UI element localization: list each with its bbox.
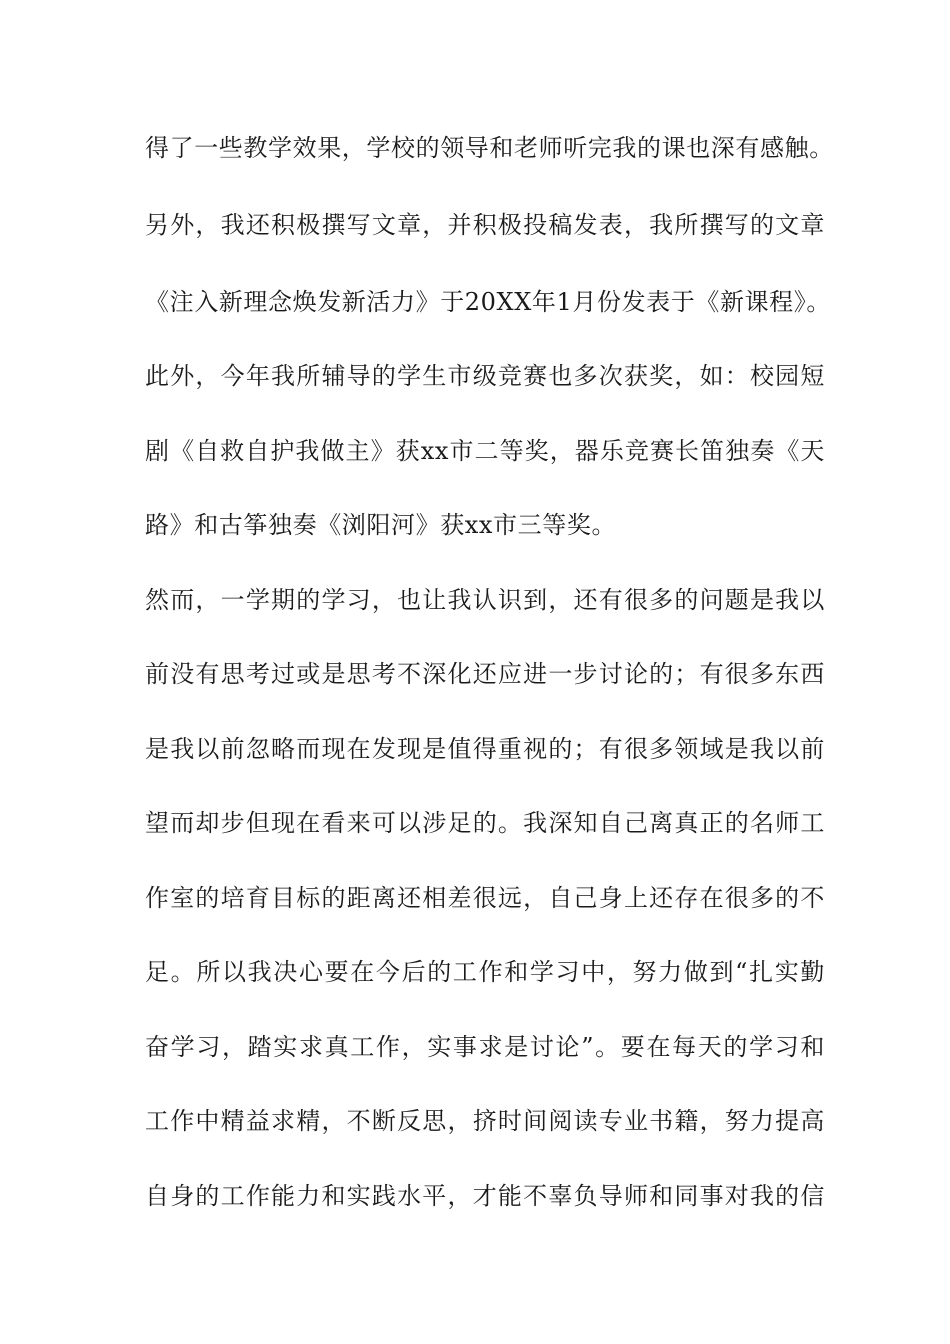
text-line: 作室的培育目标的距离还相差很远，自己身上还存在很多的不 — [145, 884, 825, 912]
text-line: 前没有思考过或是思考不深化还应进一步讨论的；有很多东西 — [145, 660, 825, 688]
text-line: 《注入新理念焕发新活力》于20XX年1月份发表于《新课程》。 — [145, 288, 831, 316]
text-line: 足。所以我决心要在今后的工作和学习中，努力做到“扎实勤 — [145, 958, 825, 986]
text-line: 然而，一学期的学习，也让我认识到，还有很多的问题是我以 — [145, 586, 825, 614]
text-line: 是我以前忽略而现在发现是值得重视的；有很多领域是我以前 — [145, 735, 825, 763]
text-line: 剧《自救自护我做主》获xx市二等奖，器乐竞赛长笛独奏《天 — [145, 437, 825, 465]
text-line: 得了一些教学效果，学校的领导和老师听完我的课也深有感触。 — [145, 134, 834, 162]
text-line: 工作中精益求精，不断反思，挤时间阅读专业书籍，努力提高 — [145, 1107, 825, 1135]
text-line: 此外，今年我所辅导的学生市级竞赛也多次获奖，如：校园短 — [145, 362, 825, 390]
text-line: 奋学习，踏实求真工作，实事求是讨论”。要在每天的学习和 — [145, 1033, 825, 1061]
text-line: 路》和古筝独奏《浏阳河》获xx市三等奖。 — [145, 511, 617, 539]
text-line: 另外，我还积极撰写文章，并积极投稿发表，我所撰写的文章 — [145, 211, 825, 239]
text-line: 望而却步但现在看来可以涉足的。我深知自己离真正的名师工 — [145, 809, 825, 837]
text-line: 自身的工作能力和实践水平，才能不辜负导师和同事对我的信 — [145, 1182, 825, 1210]
